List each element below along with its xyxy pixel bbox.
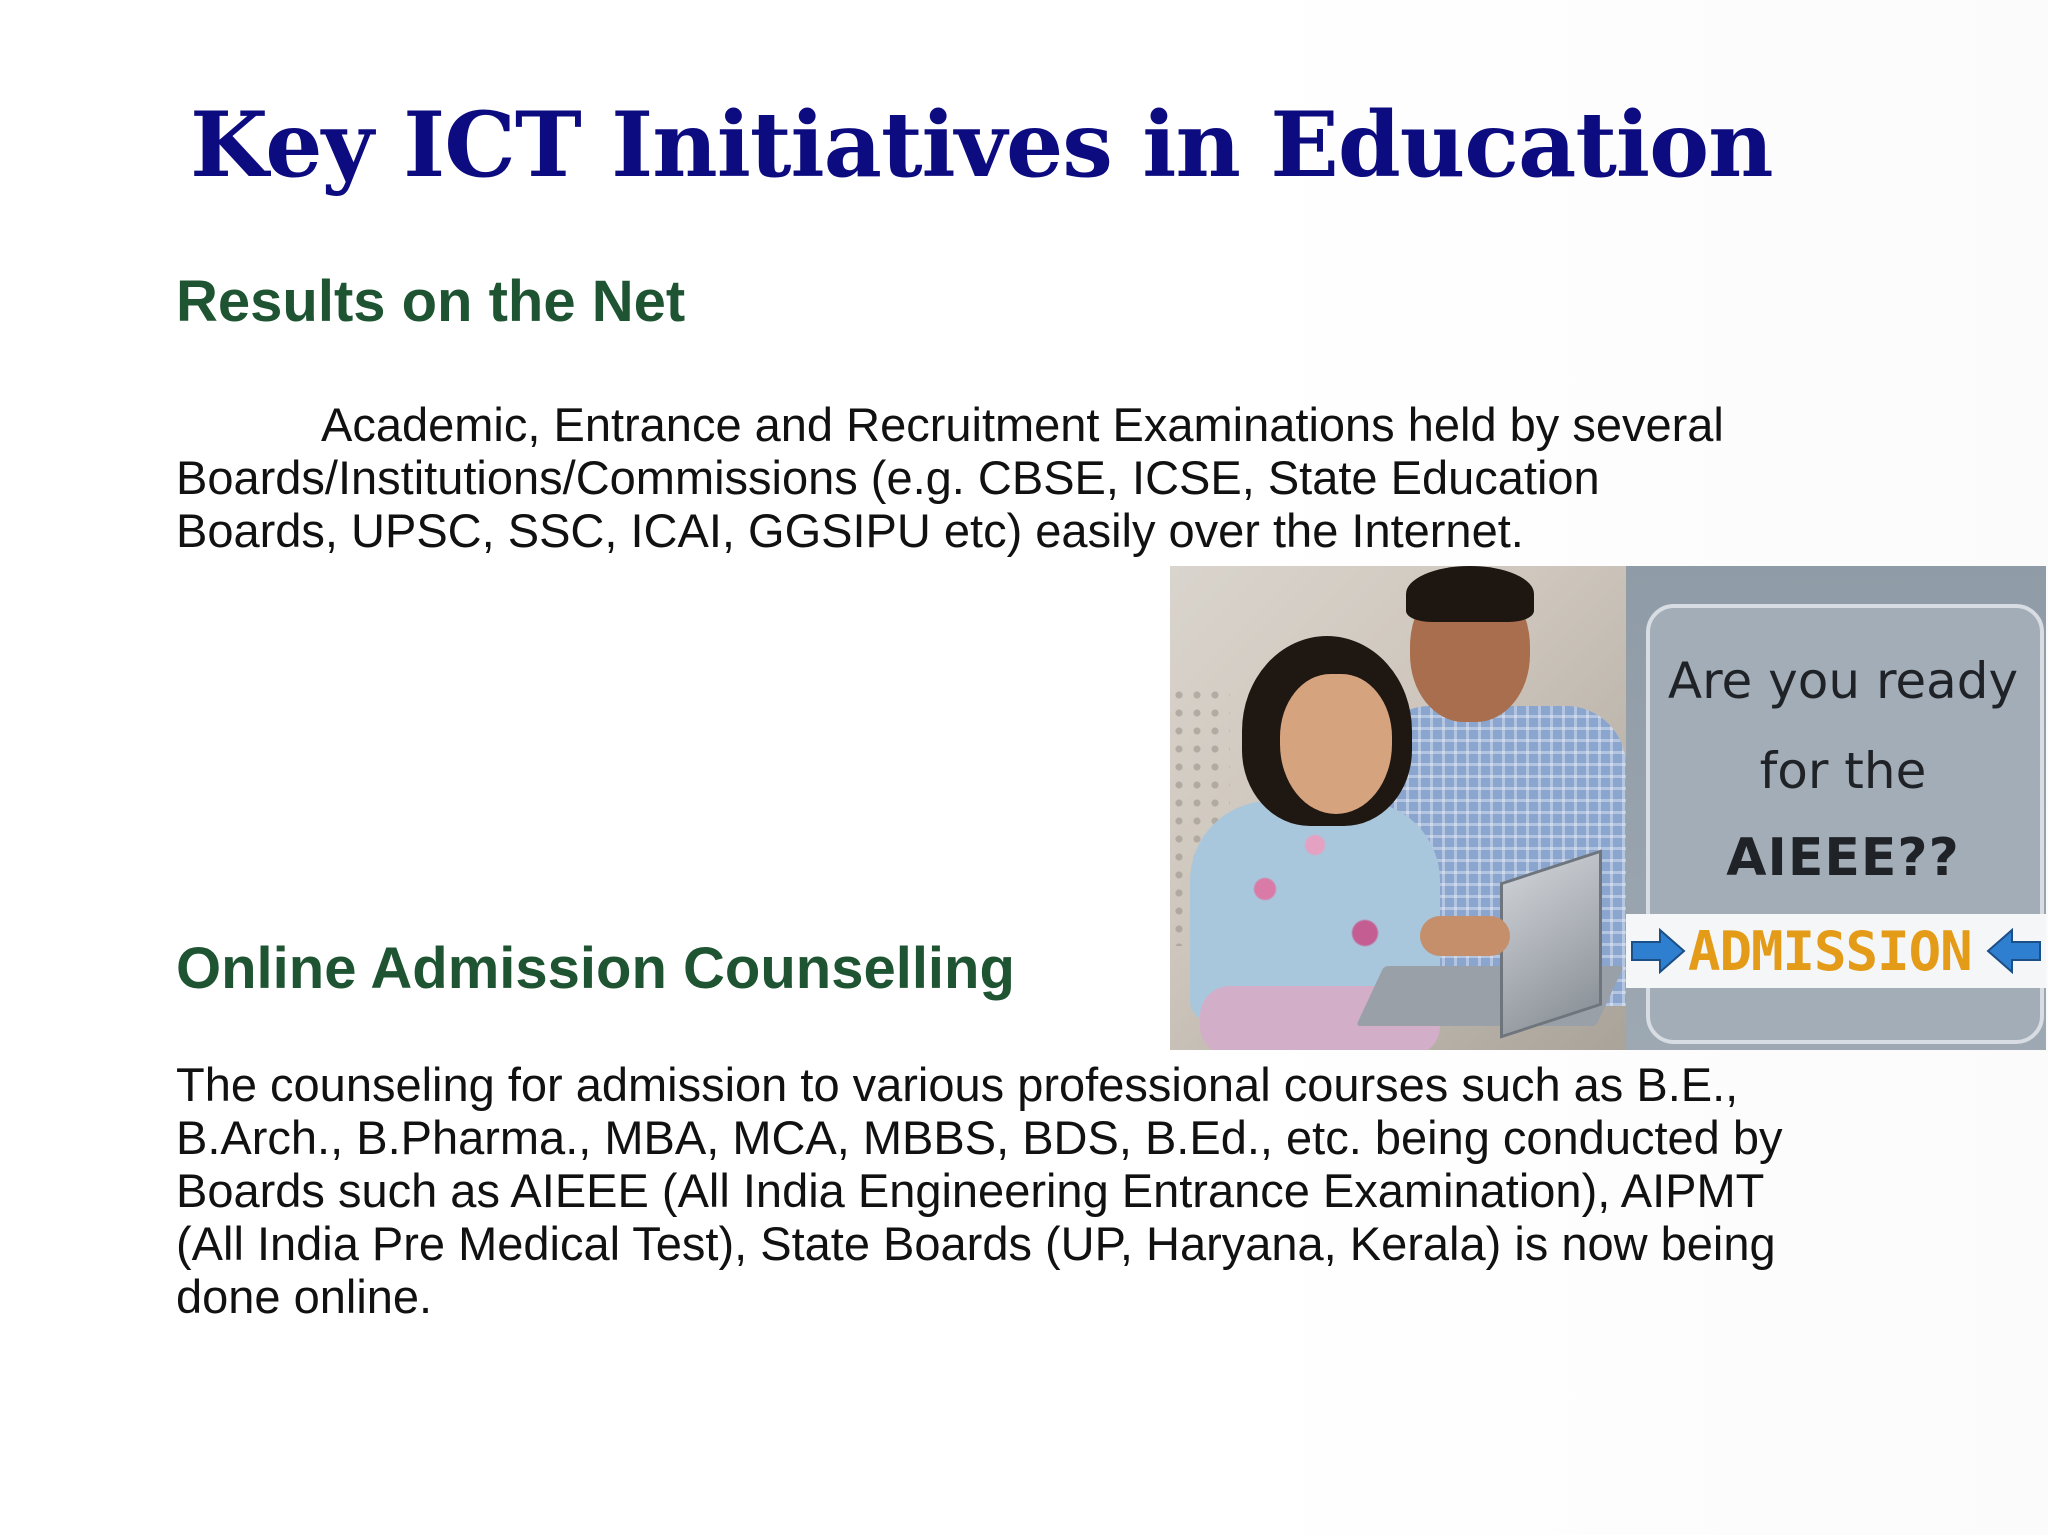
arrow-left-icon (1986, 928, 2042, 974)
girl-face (1280, 674, 1392, 814)
laptop-screen (1500, 849, 1602, 1038)
hands (1420, 916, 1510, 956)
man-hair (1406, 566, 1534, 622)
aieee-sign (1626, 566, 2046, 1050)
arrow-right-icon (1630, 928, 1686, 974)
photo-scene (1170, 566, 1626, 1050)
section-heading-results: Results on the Net (176, 269, 686, 334)
slide-title: Key ICT Initiatives in Education (190, 92, 1773, 198)
banner-text: ADMISSION (1688, 920, 1972, 983)
admission-banner (1626, 914, 2046, 988)
sign-line-1: Are you ready (1667, 652, 2019, 710)
admission-photo (1170, 566, 2046, 1050)
sign-line-2: for the (1759, 742, 1927, 800)
section-body-counselling: The counseling for admission to various professional courses such as B.E., B.Arch., B.Pharma., MBA, MCA, MBBS, BDS, B.Ed., etc. being conducted by Boards such as AIEEE (All India Engineering Entrance Examination), AIPMT (All India Pre Medical Test), State Boards (UP, Haryana, Kerala) is now being done online. (176, 1058, 1783, 1323)
sign-line-3: AIEEE?? (1726, 828, 1960, 888)
section-heading-counselling: Online Admission Counselling (176, 936, 1015, 1001)
section-body-results: Academic, Entrance and Recruitment Examinations held by several Boards/Institutions/Commissions (e.g. CBSE, ICSE, State Education Boards, UPSC, SSC, ICAI, GGSIPU etc) easily over the Internet. (176, 398, 1724, 557)
